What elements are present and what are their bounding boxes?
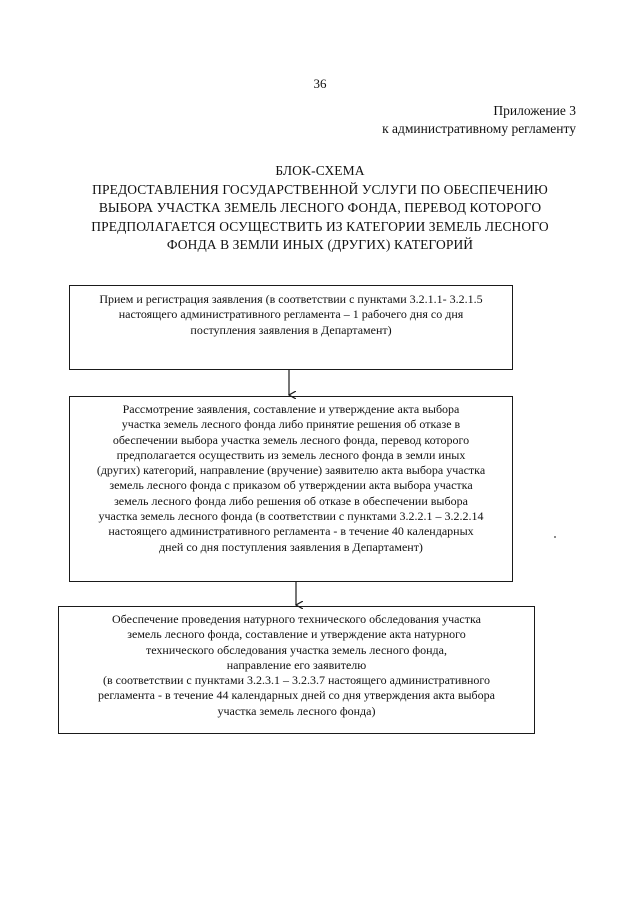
diagram-title: БЛОК-СХЕМА ПРЕДОСТАВЛЕНИЯ ГОСУДАРСТВЕННОЙ УСЛУГИ ПО ОБЕСПЕЧЕНИЮ ВЫБОРА УЧАСТКА ЗЕМЕЛЬ ЛЕСНОГО ФОНДА, ПЕРЕВОД КОТОРОГО ПРЕДПОЛАГАЕТСЯ ОСУЩЕСТВИТЬ ИЗ КАТЕГОРИИ ЗЕМЕЛЬ ЛЕСНОГО ФОНДА В ЗЕМЛИ ИНЫХ (ДРУГИХ) КАТЕГОРИЙ (91, 163, 549, 252)
appendix-reference: к административному регламенту (382, 121, 576, 136)
flow-step-inspection: Обеспечение проведения натурного технического обследования участка земель лесного фонда, составление и утверждение акта натурного технического обследования участка земель лесного фонда, направление его заявителю (в соответствии с пунктами 3.2.3.1 – 3.2.3.7 настоящего административного регламента - в течение 44 календарных дней со дня утверждения акта выбора участка земель лесного фонда) (58, 606, 535, 734)
page-number: 36 (313, 76, 327, 91)
flow-step-registration: Прием и регистрация заявления (в соответствии с пунктами 3.2.1.1- 3.2.1.5 настоящего административного регламента – 1 рабочего дня со дня поступления заявления в Департамент) (69, 285, 513, 370)
scan-speck (554, 536, 556, 538)
appendix-number: Приложение 3 (493, 103, 576, 118)
flow-step-review: Рассмотрение заявления, составление и утверждение акта выбора участка земель лесного фонда либо принятие решения об отказе в обеспечении выбора участка земель лесного фонда, перевод которого предполагается осуществить из земель лесного фонда в земли иных (других) категорий, направление (вручение) заявителю акта выбора участка земель лесного фонда с приказом об утверждении акта выбора участка земель лесного фонда либо решения об отказе в обеспечении выбора участка земель лесного фонда (в соответствии с пунктами 3.2.2.1 – 3.2.2.14 настоящего административного регламента - в течение 40 календарных дней со дня поступления заявления в Департамент) (69, 396, 513, 582)
